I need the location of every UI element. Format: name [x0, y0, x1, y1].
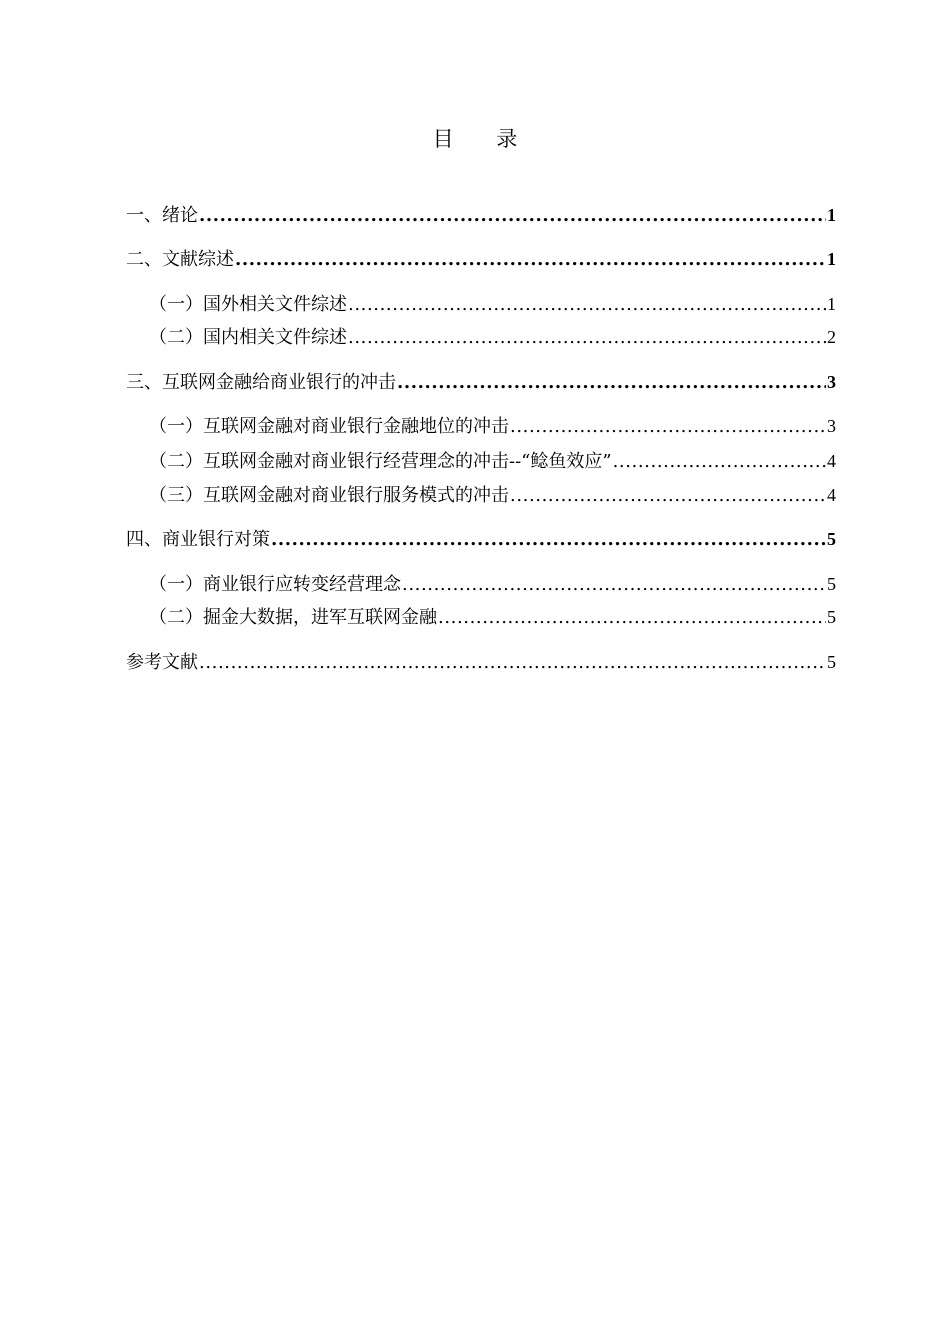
toc-page-number: 3 [827, 416, 836, 436]
toc-entry-service-model[interactable] [149, 482, 836, 508]
toc-entry-label: 参考文献 [126, 652, 198, 673]
toc-page-number: 5 [827, 607, 836, 627]
dot-leader [199, 650, 826, 676]
toc-page-number: 5 [827, 529, 836, 549]
toc-entry-label: 三、互联网金融给商业银行的冲击 [126, 372, 396, 393]
toc-page-number: 4 [827, 485, 836, 505]
dot-leader [271, 527, 826, 553]
toc-page-number: 4 [827, 451, 836, 471]
toc-entry-references[interactable] [126, 649, 836, 675]
toc-entry-label: （一）商业银行应转变经营理念 [149, 574, 401, 595]
toc-entry-label: （二）国内相关文件综述 [149, 327, 347, 348]
toc-entry-financial-status[interactable] [149, 413, 836, 439]
toc-title: 目 录 [432, 127, 536, 151]
toc-entry-domestic-literature[interactable] [149, 324, 836, 350]
toc-entry-label: 一、绪论 [126, 205, 198, 226]
dot-leader [438, 605, 826, 631]
toc-entry-literature-review[interactable] [126, 246, 836, 272]
toc-entry-business-philosophy[interactable] [149, 448, 836, 474]
toc-page-number: 1 [827, 249, 836, 269]
toc-entry-label: （一）国外相关文件综述 [149, 294, 347, 315]
dot-leader [348, 325, 826, 351]
toc-entry-countermeasures[interactable] [126, 526, 836, 552]
toc-entry-big-data[interactable] [149, 604, 836, 630]
toc-entry-label: 二、文献综述 [126, 249, 234, 270]
toc-page-number: 5 [827, 652, 836, 672]
toc-entry-introduction[interactable] [126, 202, 836, 228]
dot-leader [510, 483, 826, 509]
dot-leader [402, 572, 826, 598]
toc-page-number: 2 [827, 327, 836, 347]
toc-page-number: 3 [827, 372, 836, 392]
dot-leader [199, 203, 826, 229]
toc-page-number: 1 [827, 205, 836, 225]
dot-leader [348, 292, 826, 318]
toc-page-number: 1 [827, 294, 836, 314]
dot-leader [510, 414, 826, 440]
dot-leader [235, 247, 826, 273]
dot-leader [613, 449, 826, 475]
toc-entry-impact[interactable] [126, 369, 836, 395]
toc-entry-label: 四、商业银行对策 [126, 529, 270, 550]
dot-leader [397, 370, 826, 396]
toc-entry-label: （二）互联网金融对商业银行经营理念的冲击--“鲶鱼效应” [149, 451, 612, 472]
toc-entry-label: （二）掘金大数据，进军互联网金融 [149, 607, 437, 628]
toc-entry-label: （一）互联网金融对商业银行金融地位的冲击 [149, 416, 509, 437]
toc-entry-change-philosophy[interactable] [149, 571, 836, 597]
toc-entry-foreign-literature[interactable] [149, 291, 836, 317]
toc-page-number: 5 [827, 574, 836, 594]
toc-entry-label: （三）互联网金融对商业银行服务模式的冲击 [149, 485, 509, 506]
